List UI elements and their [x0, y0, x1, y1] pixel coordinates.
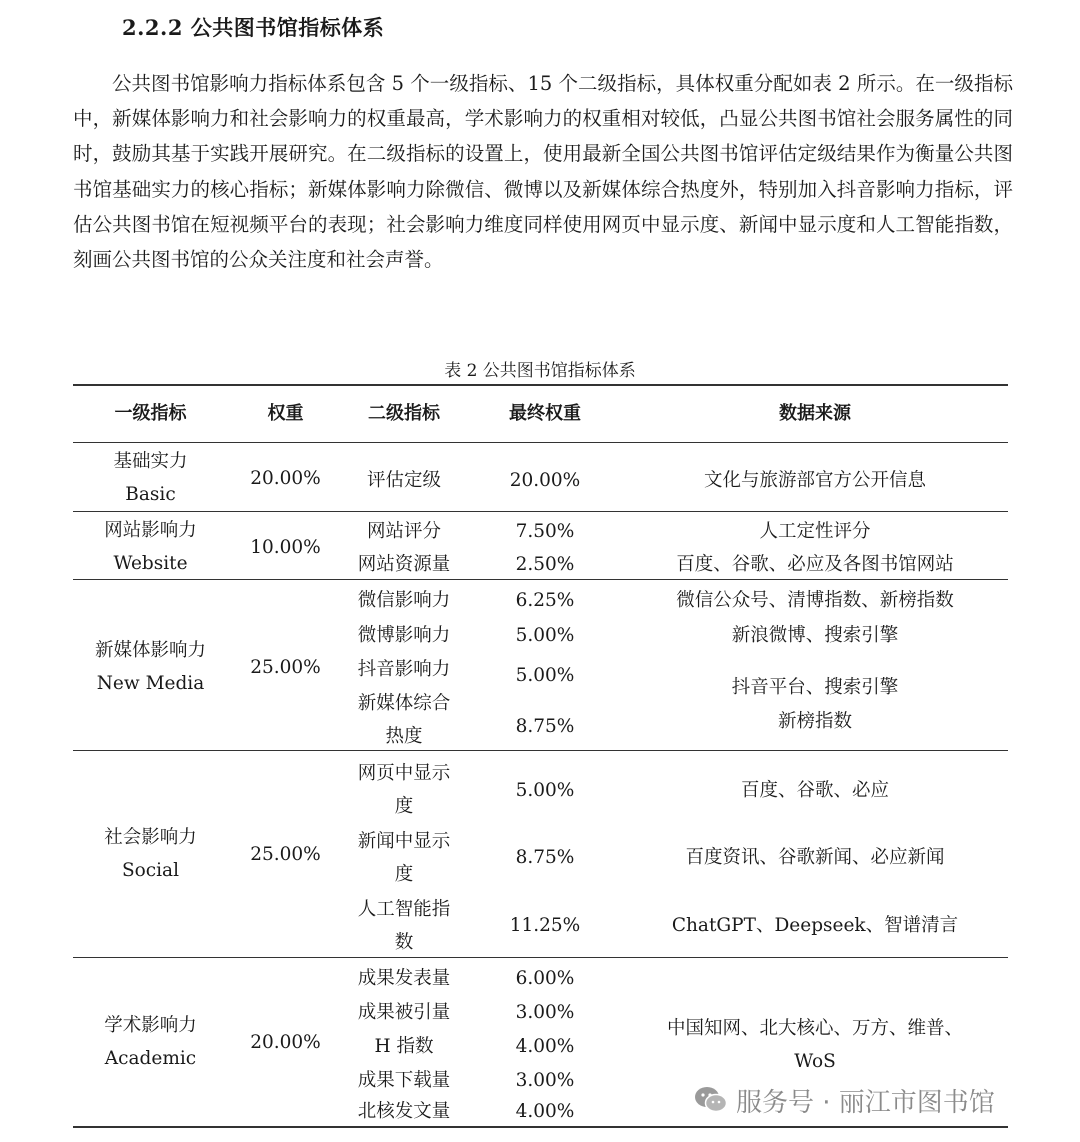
section-heading: 2.2.2 公共图书馆指标体系 [122, 15, 385, 40]
source-cell: 百度、谷歌、必应 [740, 780, 889, 801]
indicator-cell-multiline [343, 687, 465, 753]
source-cell: 新榜指数 [777, 711, 852, 732]
source-line: WoS [794, 1051, 836, 1072]
group-weight: 20.00% [250, 467, 321, 489]
header-rule [73, 442, 1008, 443]
final-weight-cell: 4.00% [515, 1036, 575, 1057]
final-weight-cell: 8.75% [515, 847, 575, 868]
indicator-line: 网页中显示 [357, 763, 451, 784]
header-final-weight: 最终权重 [509, 402, 581, 424]
final-weight-cell: 11.25% [509, 915, 581, 936]
final-weight-cell: 5.00% [515, 665, 575, 686]
final-weight-cell: 4.00% [515, 1101, 575, 1122]
indicator-line: 热度 [385, 726, 423, 747]
indicator-cell: 北核发文量 [357, 1101, 451, 1122]
group-website-name [73, 515, 228, 579]
body-paragraph: 公共图书馆影响力指标体系包含 5 个一级指标、15 个二级指标，具体权重分配如表 2 所示。在一级指标中，新媒体影响力和社会影响力的权重最高，学术影响力的权重相对较低，凸显公共图书馆社会服务属性的同时，鼓励其基于实践开展研究。在二级指标的设置上，使用最新全国公共图书馆评估定级结果作为衡量公共图书馆基础实力的核心指标；新媒体影响力除微信、微博以及新媒体综合热度外，特别加入抖音影响力指标，评估公共图书馆在短视频平台的表现；社会影响力维度同样使用网页中显示度、新闻中显示度和人工智能指数，刻画公共图书馆的公众关注度和社会声誉。 [73, 72, 1013, 272]
final-weight-cell: 6.00% [515, 968, 575, 989]
indicator-cell: H 指数 [374, 1036, 434, 1057]
group-weight: 20.00% [250, 1031, 321, 1053]
header-weight: 权重 [267, 402, 304, 424]
final-weight-cell: 3.00% [515, 1002, 575, 1023]
final-weight-cell: 5.00% [515, 780, 575, 801]
indicator-cell: 抖音影响力 [357, 659, 451, 680]
final-weight-cell: 8.75% [515, 716, 575, 737]
indicator-line: 度 [394, 864, 414, 885]
indicator-cell: 网站资源量 [357, 554, 451, 575]
final-weight-cell: 2.50% [515, 554, 575, 575]
group-weight: 25.00% [250, 843, 321, 865]
table-caption: 表 2 公共图书馆指标体系 [444, 361, 636, 381]
account-watermark [694, 1080, 995, 1120]
source-cell: 百度资讯、谷歌新闻、必应新闻 [685, 847, 945, 868]
source-cell: 微信公众号、清博指数、新榜指数 [676, 590, 954, 611]
group-name-en: Social [121, 860, 180, 881]
source-cell: ChatGPT、Deepseek、智谱清言 [671, 915, 959, 936]
group-newmedia-name [73, 584, 228, 750]
final-weight-cell: 6.25% [515, 590, 575, 611]
group-weight: 10.00% [250, 536, 321, 558]
indicator-cell: 成果发表量 [357, 968, 451, 989]
indicator-line: 数 [394, 932, 414, 953]
group-academic-name [73, 958, 228, 1126]
header-level1: 一级指标 [114, 402, 187, 424]
source-line: 中国知网、北大核心、万方、维普、 [666, 1018, 963, 1039]
header-source: 数据来源 [779, 402, 851, 424]
group-rule [73, 511, 1008, 512]
group-name-en: Basic [125, 484, 176, 505]
group-basic-name [73, 448, 228, 508]
indicator-line: 人工智能指 [357, 899, 451, 920]
indicator-line: 新媒体综合 [357, 693, 451, 714]
source-cell: 抖音平台、搜索引擎 [731, 677, 899, 698]
source-cell: 文化与旅游部官方公开信息 [703, 470, 926, 491]
final-weight-cell: 5.00% [515, 625, 575, 646]
indicator-cell-multiline [343, 825, 465, 891]
indicator-line: 新闻中显示 [357, 831, 451, 852]
indicator-cell: 评估定级 [366, 470, 441, 491]
indicator-cell: 微博影响力 [357, 625, 451, 646]
group-weight: 25.00% [250, 656, 321, 678]
final-weight-cell: 7.50% [515, 521, 575, 542]
group-name-cn: 网站影响力 [104, 520, 197, 541]
group-name-cn: 学术影响力 [104, 1015, 197, 1036]
indicator-cell: 成果被引量 [357, 1002, 451, 1023]
group-social-name [73, 751, 228, 957]
wechat-icon [694, 1086, 728, 1114]
indicator-table [73, 384, 1008, 1128]
group-name-en: Academic [104, 1048, 197, 1069]
indicator-cell-multiline [343, 757, 465, 823]
final-weight-cell: 20.00% [509, 470, 581, 491]
indicator-cell: 成果下载量 [357, 1070, 451, 1091]
source-cell: 人工定性评分 [759, 521, 871, 542]
indicator-cell: 网站评分 [366, 521, 441, 542]
source-cell: 百度、谷歌、必应及各图书馆网站 [676, 554, 954, 575]
indicator-cell: 微信影响力 [357, 590, 451, 611]
indicator-line: 度 [394, 796, 414, 817]
group-name-cn: 社会影响力 [104, 827, 197, 848]
watermark-text: 服务号 · 丽江市图书馆 [736, 1087, 995, 1118]
source-cell-multiline [625, 1012, 1005, 1078]
group-name-cn: 新媒体影响力 [94, 640, 206, 661]
group-name-cn: 基础实力 [113, 451, 188, 472]
source-cell: 新浪微博、搜索引擎 [731, 625, 899, 646]
final-weight-cell: 3.00% [515, 1070, 575, 1091]
header-level2: 二级指标 [368, 402, 440, 424]
group-name-en: New Media [96, 673, 205, 694]
group-name-en: Website [113, 553, 188, 574]
indicator-cell-multiline [343, 893, 465, 959]
